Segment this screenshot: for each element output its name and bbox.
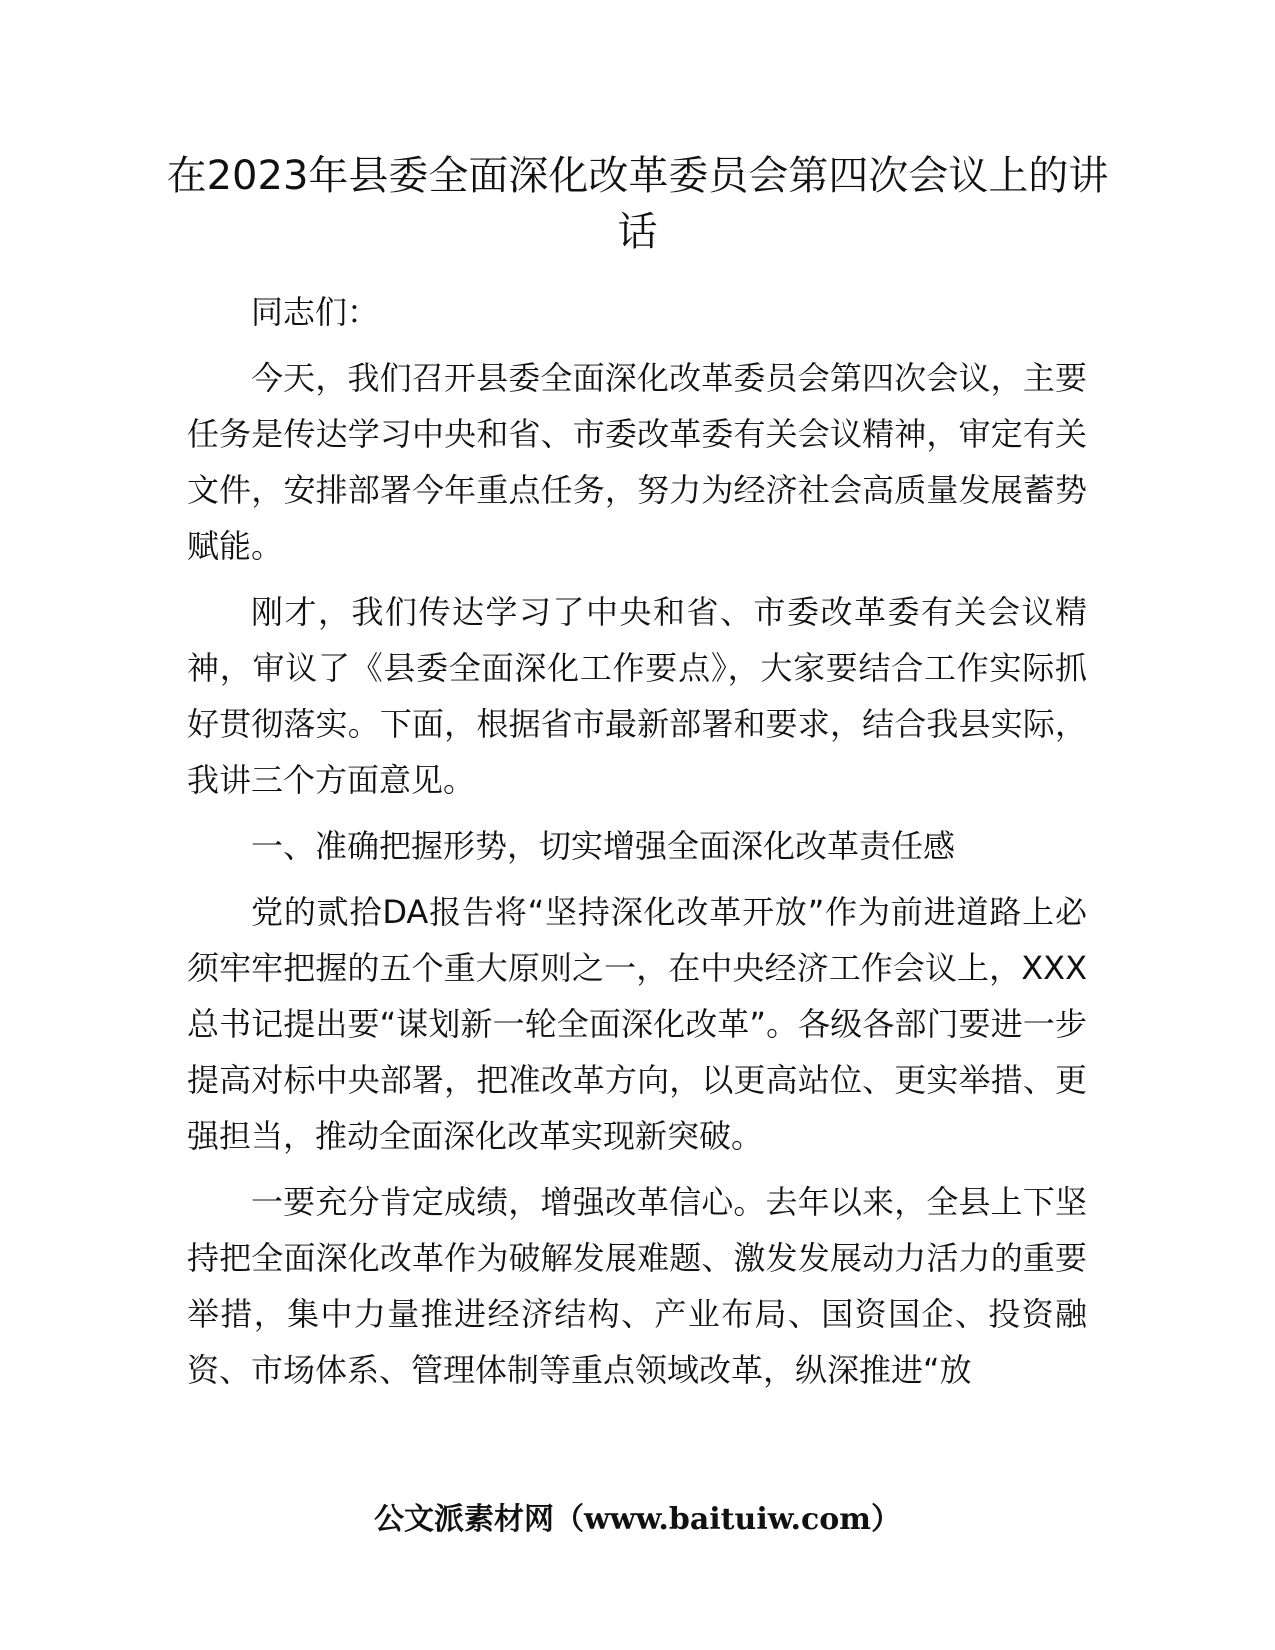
footer-watermark: 公文派素材网（www.baituiw.com） [373, 1502, 902, 1537]
paragraph-intro: 今天，我们召开县委全面深化改革委员会第四次会议，主要任务是传达学习中央和省、市委改革委有关会议精神，审定有关文件，安排部署今年重点任务，努力为经济社会高质量发展蓄势赋能。 [187, 359, 1087, 565]
section-heading-1: 一、准确把握形势，切实增强全面深化改革责任感 [251, 827, 956, 865]
paragraph-review: 刚才，我们传达学习了中央和省、市委改革委有关会议精神，审议了《县委全面深化工作要点》，大家要结合工作实际抓好贯彻落实。下面，根据省市最新部署和要求，结合我县实际，我讲三个方面意见。 [187, 593, 1087, 799]
paragraph-achievements: 一要充分肯定成绩，增强改革信心。去年以来，全县上下坚持把全面深化改革作为破解发展难题、激发发展动力活力的重要举措，集中力量推进经济结构、产业布局、国资国企、投资融资、市场体系、管理体制等重点领域改革，纵深推进“放 [187, 1183, 1087, 1389]
salutation: 同志们： [251, 293, 380, 331]
document-body [187, 284, 1087, 1408]
document-title: 在2023年县委全面深化改革委员会第四次会议上的讲话 [166, 153, 1109, 255]
paragraph-principles: 党的贰拾DA报告将“坚持深化改革开放”作为前进道路上必须牢牢把握的五个重大原则之一，在中央经济工作会议上，XXX总书记提出要“谋划新一轮全面深化改革”。各级各部门要进一步提高对标中央部署，把准改革方向，以更高站位、更实举措、更强担当，推动全面深化改革实现新突破。 [187, 893, 1087, 1155]
